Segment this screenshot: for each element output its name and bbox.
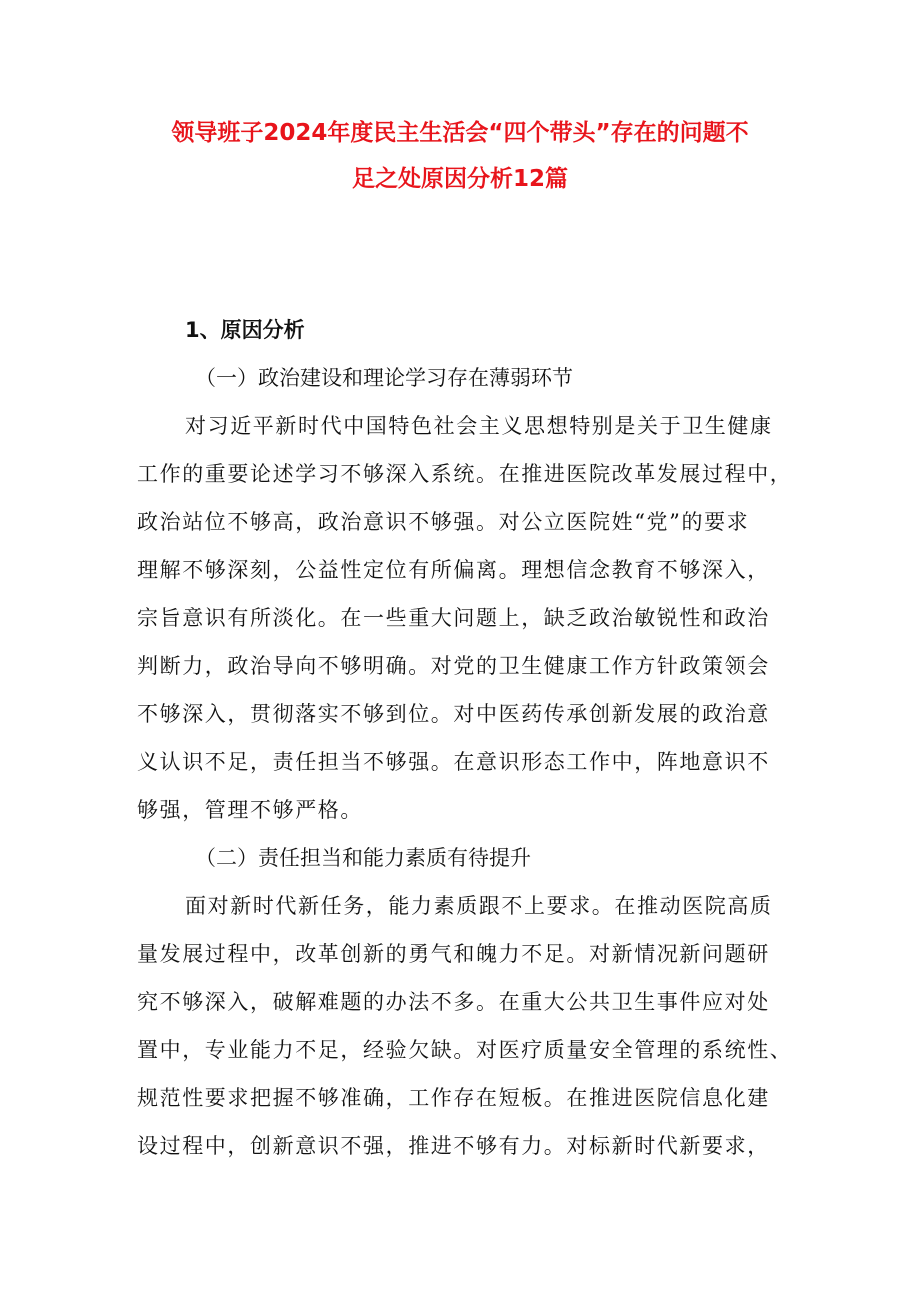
paragraph-line: 量发展过程中，改革创新的勇气和魄力不足。对新情况新问题研 [137,942,770,966]
paragraph-line: 设过程中，创新意识不强，推进不够有力。对标新时代新要求， [137,1134,770,1158]
paragraph-line: 究不够深入，破解难题的办法不多。在重大公共卫生事件应对处 [137,990,770,1014]
paragraph-line: 判断力，政治导向不够明确。对党的卫生健康工作方针政策领会 [137,654,770,678]
paragraph-line: 够强，管理不够严格。 [137,798,363,822]
paragraph-line: 工作的重要论述学习不够深入系统。在推进医院改革发展过程中， [137,462,793,486]
paragraph-line: 面对新时代新任务，能力素质跟不上要求。在推动医院高质 [185,894,773,918]
paragraph-line: 政治站位不够高，政治意识不够强。对公立医院姓“党”的要求 [137,510,750,534]
paragraph-line: 置中，专业能力不足，经验欠缺。对医疗质量安全管理的系统性、 [137,1038,793,1062]
title-line-2: 足之处原因分析12篇 [351,166,568,192]
paragraph-line: 宗旨意识有所淡化。在一些重大问题上，缺乏政治敏锐性和政治 [137,606,770,630]
title-line-1: 领导班子2024年度民主生活会“四个带头”存在的问题不 [171,120,749,146]
paragraph-line: 不够深入，贯彻落实不够到位。对中医药传承创新发展的政治意 [137,702,770,726]
paragraph-line: 规范性要求把握不够准确，工作存在短板。在推进医院信息化建 [137,1086,770,1110]
document-body [137,306,793,1170]
document-title [0,110,920,202]
paragraph-2 [137,882,793,1170]
subsection-heading-1: （一）政治建设和理论学习存在薄弱环节 [195,366,573,390]
paragraph-1 [137,402,793,834]
paragraph-line: 理解不够深刻，公益性定位有所偏离。理想信念教育不够深入， [137,558,770,582]
subsection-heading-2: （二）责任担当和能力素质有待提升 [195,846,531,870]
paragraph-line: 义认识不足，责任担当不够强。在意识形态工作中，阵地意识不 [137,750,770,774]
section-heading-cause-analysis: 1、原因分析 [185,318,305,342]
paragraph-line: 对习近平新时代中国特色社会主义思想特别是关于卫生健康 [185,414,773,438]
